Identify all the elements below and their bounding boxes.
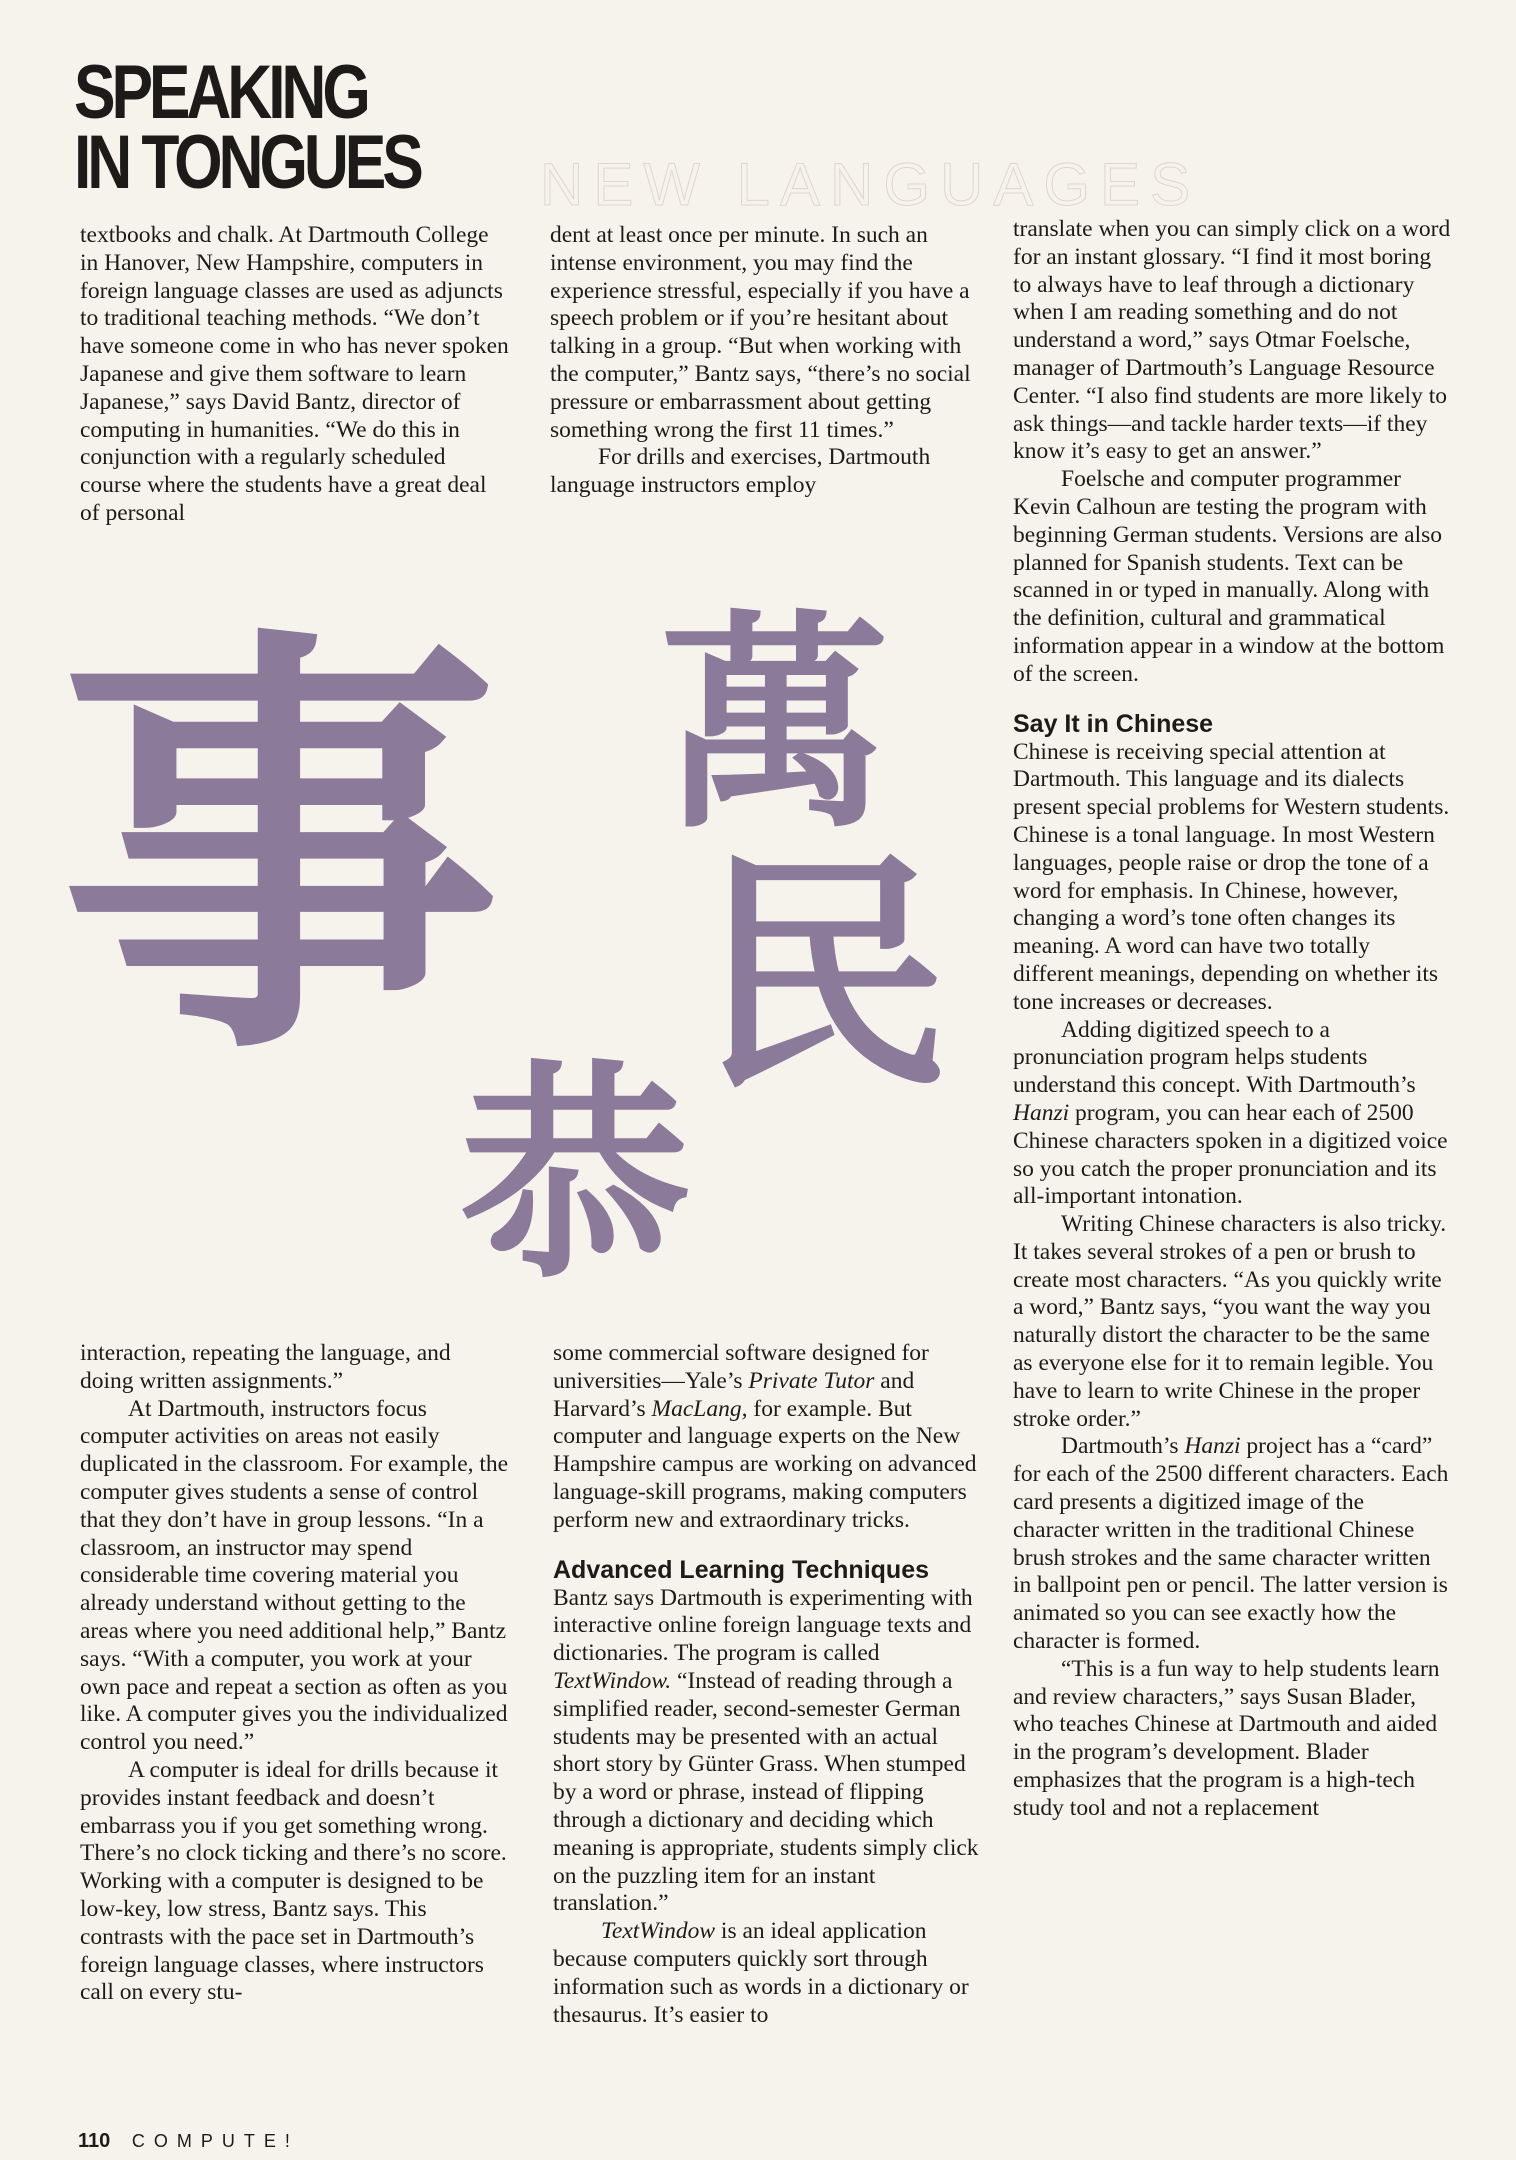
paragraph: Foelsche and computer programmer Kevin Calhoun are testing the program with beginning German students. Versions are also planned for Spanish students. Text can be scanned in or typed in manually. Along with the definition, cultural and grammatical information appear in a window at the bottom of the screen.: [1013, 466, 1445, 687]
article-title: [74, 50, 420, 205]
page-number: 110: [78, 2130, 111, 2152]
emphasis: MacLang,: [651, 1395, 748, 1422]
paragraph: dent at least once per minute. In such an intense environment, you may find the experience stressful, especially if you have a speech problem or if you’re hesitant about talking in a group. “But when working with the computer,” Bantz says, “there’s no social pressure or embarrassment about getting something wrong the first 11 times.”: [550, 222, 971, 443]
text: Bantz says Dartmouth is experimenting with interactive online foreign language texts and dictionaries. The program is called: [553, 1584, 973, 1667]
paragraph: For drills and exercises, Dartmouth language instructors employ: [550, 444, 931, 499]
text: program, you can hear each of 2500 Chinese characters spoken in a digitized voice so you catch the proper pronunciation and its all-important intonation.: [1013, 1099, 1448, 1210]
calligraphy-character: 恭: [460, 1040, 691, 1310]
page-footer: [78, 2130, 299, 2153]
text: for example. But computer and language experts on the New Hampshire campus are working on advanced language-skill programs, making computers perform new and extraordinary tricks.: [553, 1395, 977, 1533]
paragraph: [553, 1918, 983, 2029]
text: Adding digitized speech to a pronunciation program helps students understand this concept. With Dartmouth’s: [1013, 1016, 1416, 1099]
calligraphy-character: 民: [700, 828, 950, 1122]
paragraph: textbooks and chalk. At Dartmouth College in Hanover, New Hampshire, computers in foreign language classes are used as adjuncts to traditional teaching methods. “We don’t have someone come in who has never spoken Japanese and give them software to learn Japanese,” says David Bantz, director of computing in humanities. “We do this in conjunction with a regularly scheduled course where the students have a great deal of personal: [80, 222, 509, 526]
text: “Instead of reading through a simplified reader, second-semester German students may be presented with an actual short story by Günter Grass. When stumped by a word or phrase, instead of flipping through a dictionary and deciding which meaning is appropriate, students simply click on the puzzling item for an instant translation.”: [553, 1667, 979, 1917]
column-2-top: [550, 222, 980, 500]
paragraph: [553, 1340, 983, 1535]
paragraph: A computer is ideal for drills because it provides instant feedback and doesn’t embarrass you if you get something wrong. There’s no clock ticking and there’s no score. Working with a computer is designed to be low-key, low stress, Bantz says. This contrasts with the pace set in Dartmouth’s foreign language classes, where instructors call on every stu-: [80, 1756, 507, 2006]
section-heading-say-it-in-chinese: Say It in Chinese: [1013, 709, 1214, 738]
section-heading-advanced-learning: Advanced Learning Techniques: [553, 1555, 930, 1584]
text: Dartmouth’s: [1061, 1433, 1185, 1460]
column-2-bottom: [553, 1340, 983, 2029]
text: project has a “card” for each of the 2500 different characters. Each card presents a digitized image of the character written in the traditional Chinese brush strokes and the same character written in ballpoint pen or pencil. The latter version is animated so you can see exactly how the character is formed.: [1013, 1433, 1449, 1655]
magazine-name: COMPUTE!: [131, 2131, 299, 2151]
running-head-showthrough: NEW LANGUAGES: [540, 151, 1201, 218]
paragraph: [553, 1585, 983, 1919]
title-line-1: SPEAKING: [74, 50, 367, 135]
paragraph: [1013, 1433, 1453, 1655]
emphasis: Hanzi: [1184, 1433, 1241, 1460]
title-line-2: IN TONGUES: [74, 120, 420, 205]
text: and Harvard’s: [553, 1367, 915, 1422]
emphasis: Hanzi: [1013, 1099, 1070, 1126]
paragraph: Writing Chinese characters is also tricky. It takes several strokes of a pen or brush to create most characters. “As you quickly write a word,” Bantz says, “you want the way you naturally distort the character to be the same as everyone else for it to remain legible. You have to learn to write Chinese in the proper stroke order.”: [1013, 1211, 1447, 1432]
text: some commercial software designed for universities—Yale’s: [553, 1340, 929, 1394]
column-3: [1013, 216, 1453, 1823]
paragraph: translate when you can simply click on a word for an instant glossary. “I find it most boring to always have to leaf through a dictionary when I am reading something and do not understand a word,” says Otmar Foelsche, manager of Dartmouth’s Language Resource Center. “I also find students are more likely to ask things—and tackle harder texts—if they know it’s easy to get an answer.”: [1013, 216, 1451, 465]
calligraphy-character: 事: [60, 591, 500, 1108]
paragraph: At Dartmouth, instructors focus computer activities on areas not easily duplicated in the classroom. For example, the computer gives students a sense of control that they don’t have in group lessons. “In a classroom, an instructor may spend considerable time covering material you already understand without getting to the areas where you need additional help,” Bantz says. “With a computer, you work at your own pace and repeat a section as often as you like. A computer gives you the individualized control you need.”: [80, 1395, 509, 1756]
calligraphy-artwork: [40, 560, 1000, 1320]
column-1-top: [80, 222, 510, 528]
emphasis: Private Tutor: [748, 1367, 875, 1394]
calligraphy-character: 萬: [660, 590, 891, 860]
emphasis: TextWindow: [601, 1918, 716, 1945]
paragraph: Chinese is receiving special attention at Dartmouth. This language and its dialects present special problems for Western students. Chinese is a tonal language. In most Western languages, people raise or drop the tone of a word for emphasis. In Chinese, however, changing a word’s tone often changes its meaning. A word can have two totally different meanings, depending on whether its tone increases or decreases.: [1013, 738, 1450, 1015]
paragraph: interaction, repeating the language, and doing written assignments.”: [80, 1340, 451, 1394]
text: is an ideal application because computers quickly sort through information such as words in a dictionary or thesaurus. It’s easier to: [553, 1918, 969, 2028]
paragraph: [1013, 1017, 1453, 1212]
column-1-bottom: [80, 1340, 510, 2007]
emphasis: TextWindow.: [553, 1667, 672, 1694]
paragraph: “This is a fun way to help students learn and review characters,” says Susan Blader, who teaches Chinese at Dartmouth and aided in the program’s development. Blader emphasizes that the program is a high-tech study tool and not a replacement: [1013, 1655, 1440, 1821]
